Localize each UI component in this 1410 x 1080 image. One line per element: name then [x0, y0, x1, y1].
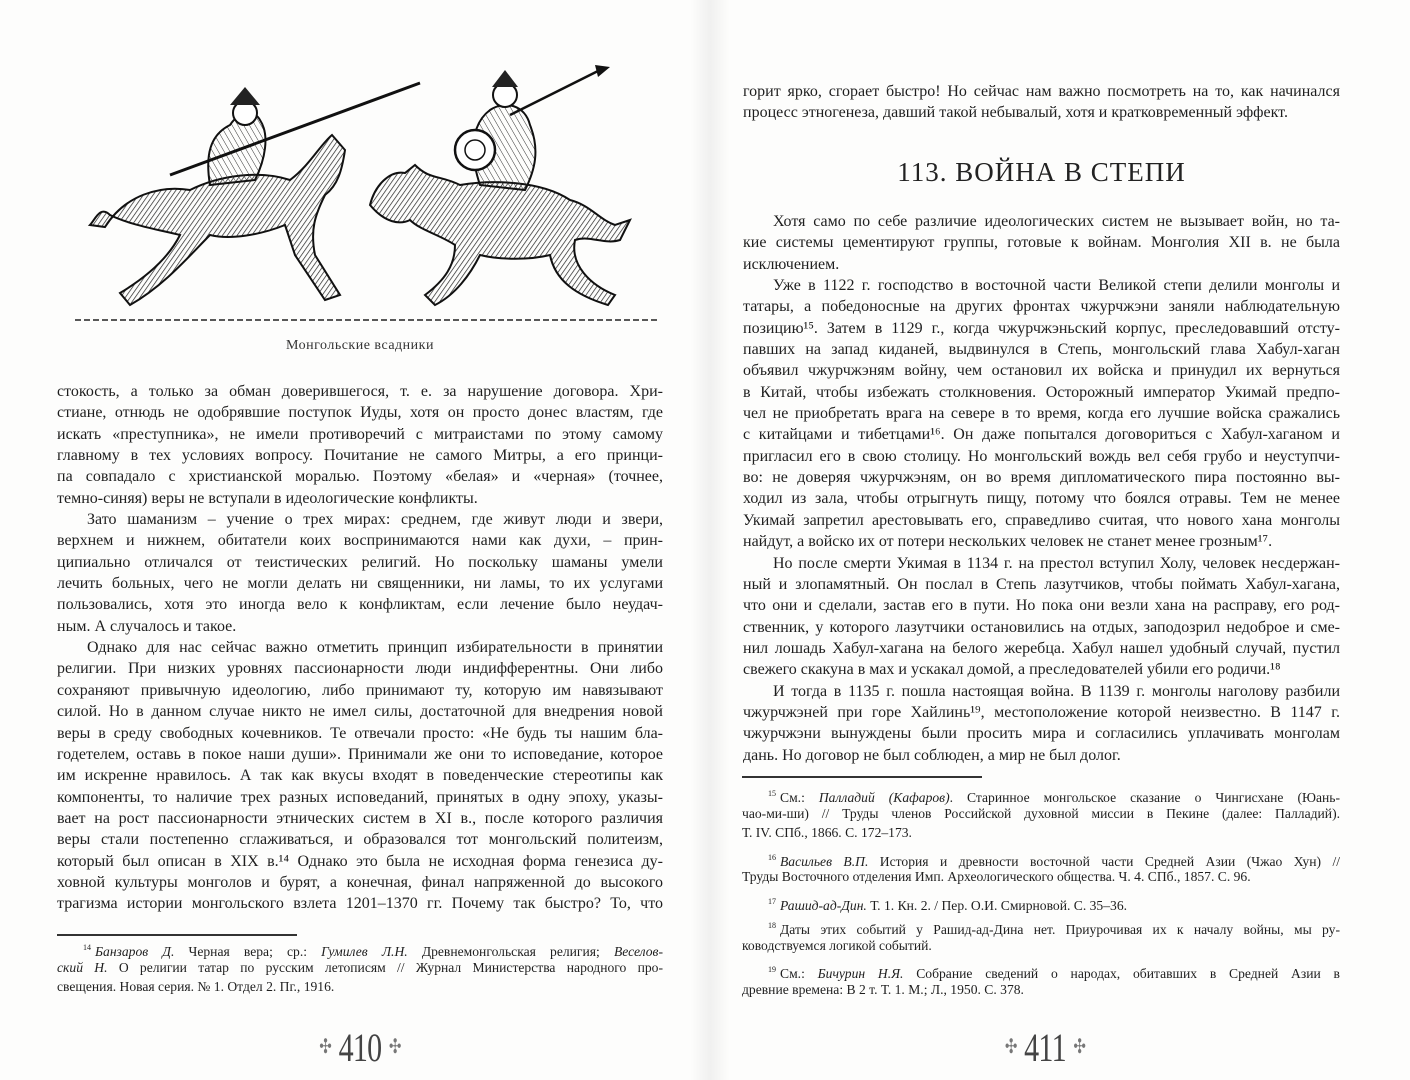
text-line: чжурчжэней при горе Хайлинь¹⁹, местоположение которой неизвестно. В 1147 г.	[743, 703, 1340, 721]
footnote-text: Собрание сведений о народах, обитавших в Средней Азии в	[903, 966, 1340, 981]
footnote-line	[742, 916, 1340, 936]
footnote-text: свещения. Новая серия. № 1. Отдел 2. Пг., 1916.	[57, 979, 335, 994]
text-line: им искренне нравилось. А так как вкусы входят в поведенческие стереотипы как	[57, 767, 663, 785]
footnote-line	[742, 980, 1340, 1000]
text-line: И тогда в 1135 г. пошла настоящая война. В 1139 г. монголы наголову разбили	[773, 682, 1340, 700]
footnote-line	[742, 960, 1340, 980]
text-line: во: не доверяя чжурчжэням, он во время дипломатического пира постоянно вы-	[743, 469, 1340, 487]
mongol-horsemen-illustration	[70, 55, 670, 330]
text-line: годетелем, оставь в покое наши души». Принимали же они то исповедание, которое	[57, 745, 663, 763]
footnote	[742, 892, 1340, 912]
text-line: стокость, а только за обман доверившегося, т. е. за нарушение договора. Хри-	[57, 383, 663, 400]
footnote-line	[742, 784, 1340, 804]
text-line: ходил из зала, чтобы отрыгнуть пищу, потому что боялся отравы. Тем не менее	[743, 490, 1340, 508]
footnote	[742, 784, 1340, 843]
paragraph	[743, 81, 1340, 124]
book-gutter	[690, 0, 730, 1080]
paragraph	[743, 275, 1340, 552]
text-line: пригласил его в свою столицу. Но монгольский вождь вел себя грубо и неуступчи-	[743, 447, 1340, 465]
text-line: ный и злопамятный. Он послал в Степь лазутчиков, чтобы поймать Хабул-хагана,	[743, 575, 1340, 593]
text-line: ховной культуры монголов и бурят, а конечная, финал напряженной до высокого	[57, 873, 663, 891]
footnote-number: 18	[768, 921, 776, 930]
text-line: который был описан в XIX в.¹⁴ Однако это была не исходная форма генезиса ду-	[57, 852, 663, 870]
illustration-caption: Монгольские всадники	[286, 338, 434, 353]
text-line: стиане, отнюдь не одобрявшие поступок Иуды, хотя он просто донес властям, где	[57, 404, 663, 422]
footnote-separator	[742, 776, 982, 778]
text-line: чел не приобретать врага на севере в то время, когда его лучшие войска сражались	[743, 405, 1340, 423]
text-line: Однако для нас сейчас важно отметить принцип избирательности в принятии	[87, 639, 663, 657]
text-line: верхнем и нижнем, обитатели коих воспринимаются нами как духи, – прин-	[57, 532, 663, 550]
text-line: с китайцами и тибетцами¹⁶. Он даже попытался договориться с Хабул-хаганом и	[743, 426, 1340, 444]
footnote-line	[57, 958, 663, 978]
paragraph	[743, 553, 1340, 681]
author-name: Банзаров Д.	[95, 944, 175, 959]
text-line: объявил чжурчжэням войну, чем остановил их войска и принудил их вернуться	[743, 362, 1340, 380]
text-line: силой. Но в данном случае никто не имел силы, достаточной для внедрения новой	[57, 703, 663, 721]
author-name: ский Н.	[57, 959, 108, 975]
footnote-line	[742, 867, 1340, 887]
page-number-right: ✣ 411 ✣	[1004, 1025, 1086, 1070]
text-line: что они и сделали, застав его в пути. Но пока они везли хана на расправу, его род-	[743, 597, 1340, 615]
footnote-line	[742, 892, 1340, 912]
text-line: компоненты, то наличие трех разных исповеданий, принятых в одну эпоху, указы-	[57, 788, 663, 806]
text-line: Укимай запретил арестовывать его, справедливо считая, что нового хана монголы	[743, 511, 1340, 529]
text-line: главному в тех условиях вопросу. Почитание не самого Митры, а его принци-	[57, 447, 663, 465]
footnote-text: Т. IV. СПб., 1866. С. 172–173.	[742, 825, 912, 840]
footnote-separator	[57, 934, 297, 936]
text-line: исключением.	[743, 255, 840, 273]
text-line: веры стали постепенно сглаживаться, и образовался тот монгольский политеизм,	[57, 831, 663, 849]
text-line: Зато шаманизм – учение о трех мирах: среднем, где живут люди и звери,	[87, 511, 663, 529]
footnote-line	[742, 848, 1340, 868]
text-line: лечить больных, чего не могли делать ни священники, ни ламы, то их услугами	[57, 575, 663, 593]
footnote-text: древние времена: В 2 т. Т. 1. М.; Л., 1950. С. 378.	[742, 981, 1024, 997]
text-line: кие системы цементируют группы, готовые к войнам. Монголия XII в. не была	[743, 234, 1340, 252]
footnote	[742, 960, 1340, 999]
text-line: пользовались, хотя это иногда вело к конфликтам, если лечение было неудач-	[57, 596, 663, 614]
text-line: темно-синяя) веры не вступали в идеологические конфликты.	[57, 489, 478, 507]
text-line: сохраняют привычную идеологию, либо принимают ту, которую им навязывают	[57, 681, 663, 699]
left-footnotes	[57, 938, 663, 1002]
footnote-number: 19	[768, 965, 776, 974]
footnote-line	[742, 936, 1340, 956]
footnote-text: чао-ми-ши) // Труды членов Российской духовной миссии в Пекине (далее: Палладий).	[742, 805, 1340, 821]
text-line: па совпадало с христианской моралью. Поэтому «белая» и «черная» (точнее,	[57, 468, 663, 486]
text-line: ципиально отличался от теистических религий. Но поскольку шаманы умели	[57, 553, 663, 571]
text-line: процесс этногенеза, давший такой небывалый, хотя и кратковременный эффект.	[743, 104, 1288, 122]
text-line: религии. При низких уровнях пассионарности люди индифферентны. Они либо	[57, 660, 663, 678]
text-line: позицию¹⁵. Затем в 1129 г., когда чжурчжэньский корпус, преследовавший отсту-	[743, 319, 1340, 337]
footnote	[57, 938, 663, 997]
footnote-text: Черная вера; ср.:	[174, 944, 322, 959]
footnote	[742, 848, 1340, 887]
author-name: Васильев В.П.	[780, 853, 869, 869]
left-body-text	[57, 381, 663, 915]
floral-ornament-icon: ✣	[388, 1036, 401, 1058]
text-line: Но после смерти Укимая в 1134 г. на престол вступил Холу, человек несдержан-	[773, 554, 1340, 572]
text-line: чжурчжэни вынуждены были просить мира и согласились уплачивать монголам	[743, 725, 1340, 743]
text-line: ственник, у которого лазутчики остановились на отдых, заподозрил недоброе и сме-	[743, 618, 1340, 636]
text-line: веры в среду свободных кочевников. Те отвечали просто: «Не будь ты нашим бла-	[57, 724, 663, 742]
author-name: Веселов-	[613, 944, 663, 959]
text-line: горит ярко, сгорает быстро! Но сейчас нам важно посмотреть на то, как начинался	[743, 83, 1340, 100]
footnote-text: История и древности восточной части Средней Азии (Чжао Хун) //	[868, 853, 1341, 869]
footnote-number: 17	[768, 896, 776, 906]
text-line: найдут, а войско их от потери нескольких человек не станет менее грозным¹⁷.	[743, 533, 1273, 551]
author-name: Гумилев Л.Н.	[321, 944, 408, 959]
right-footnotes	[742, 784, 1340, 1004]
paragraph	[57, 381, 663, 509]
floral-ornament-icon: ✣	[1073, 1036, 1086, 1058]
footnote-text: См.:	[780, 966, 818, 981]
text-line: свежего скакуна в мах и ускакал домой, а преследователей убили его родичи.¹⁸	[743, 661, 1281, 679]
footnote	[742, 916, 1340, 955]
continued-text	[743, 81, 1340, 124]
paragraph	[57, 509, 663, 637]
footnote-line	[57, 977, 663, 997]
footnote-text: ководствуемся логикой событий.	[742, 937, 932, 953]
text-line: ным. А случалось и такое.	[57, 617, 237, 635]
text-line: дань. Но договор не был соблюден, а мир не был долог.	[743, 746, 1121, 764]
floral-ornament-icon: ✣	[1004, 1036, 1017, 1058]
footnote-number: 14	[83, 943, 91, 952]
right-body-text	[743, 211, 1340, 766]
page-number-left: ✣ 410 ✣	[319, 1025, 401, 1070]
footnote-text: О религии татар по русским летописям // Журнал Министерства народного про-	[107, 959, 663, 975]
author-name: Бичурин Н.Я.	[817, 966, 904, 981]
footnote-line	[742, 804, 1340, 824]
text-line: павших на запад киданей, выдвинулся в Степь, монгольский глава Хабул-хаган	[743, 341, 1340, 359]
text-line: вает на рост пассионарности этнических систем в XI в., после которого различия	[57, 809, 663, 827]
text-line: татары, а победоносные на других фронтах чжурчжэни заняли наблюдательную	[743, 298, 1340, 316]
paragraph	[743, 211, 1340, 275]
footnote-line	[742, 823, 1340, 843]
footnote-text: См.:	[780, 790, 819, 805]
footnote-number: 16	[768, 852, 776, 862]
text-line: Хотя само по себе различие идеологических систем не вызывает войн, но та-	[773, 213, 1340, 230]
text-line: трагизма истории монгольского взлета 1201–1370 гг. Почему так быстро? То, что	[57, 895, 663, 913]
footnote-text: Т. 1. Кн. 2. / Пер. О.И. Смирновой. С. 35–36.	[866, 897, 1128, 913]
author-name: Рашид-ад-Дин.	[780, 897, 867, 913]
text-line: Уже в 1122 г. господство в восточной части Великой степи делили монголы и	[773, 277, 1340, 295]
footnote-text: Древнемонгольская религия;	[407, 944, 614, 959]
footnote-text: Даты этих событий у Рашид-ад-Дина нет. Приурочивая их к началу войны, мы ру-	[780, 922, 1340, 937]
author-name: Палладий (Кафаров)	[818, 790, 950, 805]
footnote-text: . Старинное монгольское сказание о Чингисхане (Юань-	[949, 790, 1340, 805]
footnote-number: 15	[768, 789, 776, 798]
footnote-line	[57, 938, 663, 958]
paragraph	[57, 637, 663, 914]
text-line: нил лошадь Хабул-хагана на белого жеребца. Хабул нашел удобный случай, пустил	[743, 639, 1340, 657]
text-line: в Китай, чтобы избежать столкновения. Осторожный император Укимай предпо-	[743, 383, 1340, 401]
text-line: искать «преступника», не имели противоречий с митраистами по этому самому	[57, 425, 663, 443]
paragraph	[743, 681, 1340, 766]
footnote-text: Труды Восточного отделения Имп. Археологического общества. Ч. 4. СПб., 1857. С. 96.	[742, 869, 1251, 884]
floral-ornament-icon: ✣	[319, 1036, 332, 1058]
chapter-heading: 113. ВОЙНА В СТЕПИ	[897, 157, 1186, 187]
